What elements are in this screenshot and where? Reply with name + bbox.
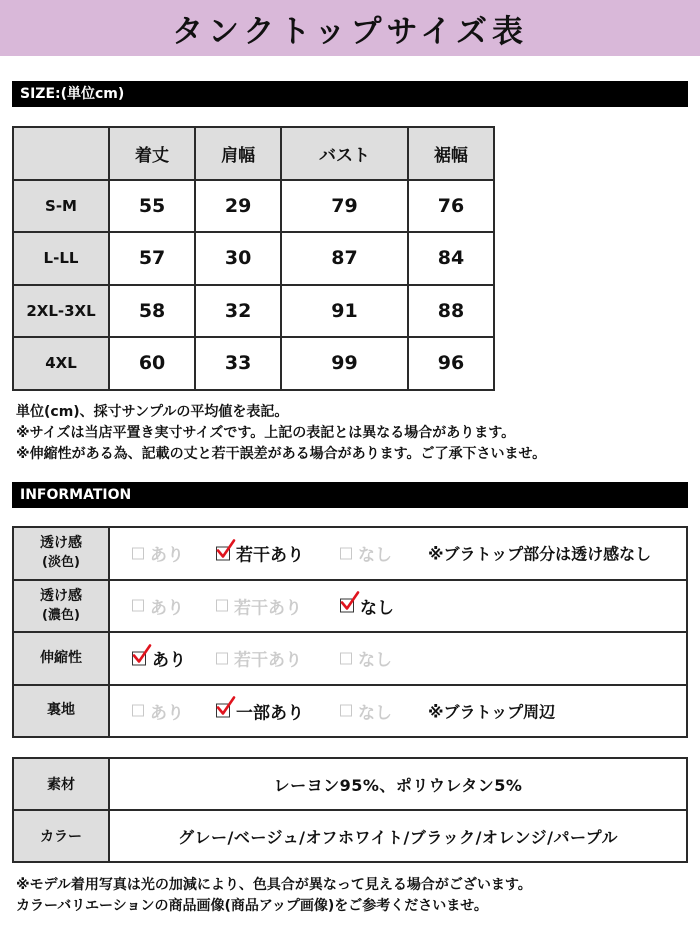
checkbox-option	[340, 646, 392, 671]
size-value: 30	[195, 232, 281, 285]
checkbox-option-label: あり	[150, 545, 184, 566]
table-row	[13, 580, 687, 633]
check-mark-icon	[216, 538, 236, 560]
size-note-line: ※サイズは当店平置き実寸サイズです。上記の表記とは異なる場合があります。	[16, 425, 516, 441]
checked-box-icon	[216, 704, 230, 718]
checkbox-option	[132, 698, 184, 723]
checkbox-option-label: 若干あり	[234, 650, 302, 671]
checkbox-option-label: あり	[150, 703, 184, 724]
check-mark-icon	[340, 591, 360, 613]
size-header-bust: バスト	[281, 127, 408, 180]
checkbox-option	[216, 541, 304, 566]
info-label-line: 透け感	[40, 535, 82, 552]
info-note	[428, 699, 555, 722]
size-table	[12, 126, 495, 391]
table-row	[13, 180, 494, 233]
unchecked-box-icon	[340, 705, 352, 717]
info-label-line: 裏地	[47, 702, 75, 719]
size-value: 76	[408, 180, 494, 233]
info-label-line: 伸縮性	[40, 649, 82, 666]
checkbox-option	[132, 541, 184, 566]
info-table	[12, 526, 688, 738]
checkbox-option	[132, 593, 184, 618]
info-options	[109, 632, 687, 685]
checkbox-option-label: なし	[358, 545, 392, 566]
size-label: 4XL	[13, 337, 109, 390]
size-value: 84	[408, 232, 494, 285]
size-value: 87	[281, 232, 408, 285]
color-label: カラー	[13, 810, 109, 862]
checkbox-option	[132, 646, 186, 671]
table-row	[13, 632, 687, 685]
color-row	[13, 810, 687, 862]
unchecked-box-icon	[340, 652, 352, 664]
unchecked-box-icon	[132, 547, 144, 559]
checkbox-option-label: 若干あり	[236, 545, 304, 566]
checkbox-option	[216, 646, 302, 671]
size-value: 58	[109, 285, 195, 338]
check-mark-icon	[132, 643, 152, 665]
checkbox-option-label: なし	[358, 703, 392, 724]
unchecked-box-icon	[216, 652, 228, 664]
footer-note-line: カラーバリエーションの商品画像(商品アップ画像)をご参考くださいませ。	[16, 898, 488, 914]
material-label: 素材	[13, 758, 109, 810]
checkbox-option-label: あり	[150, 598, 184, 619]
size-note-line: 単位(cm)、採寸サンプルの平均値を表記。	[16, 404, 289, 420]
page-title: タンクトップサイズ表	[172, 13, 528, 50]
size-value: 33	[195, 337, 281, 390]
size-label: L-LL	[13, 232, 109, 285]
size-value: 99	[281, 337, 408, 390]
unchecked-box-icon	[340, 547, 352, 559]
info-note	[428, 542, 651, 565]
size-table-corner	[13, 127, 109, 180]
size-value: 32	[195, 285, 281, 338]
size-value: 88	[408, 285, 494, 338]
size-label: S-M	[13, 180, 109, 233]
info-row-label	[13, 685, 109, 738]
unchecked-box-icon	[216, 600, 228, 612]
size-value: 96	[408, 337, 494, 390]
size-note-line: ※伸縮性がある為、記載の丈と若干誤差がある場合があります。ご了承下さいませ。	[16, 446, 547, 462]
size-value: 57	[109, 232, 195, 285]
footer-note-line: ※モデル着用写真は光の加減により、色具合が異なって見える場合がございます。	[16, 877, 532, 893]
table-row	[13, 232, 494, 285]
info-row-label	[13, 580, 109, 633]
size-value: 91	[281, 285, 408, 338]
material-row	[13, 758, 687, 810]
checkbox-option	[216, 593, 302, 618]
unchecked-box-icon	[132, 705, 144, 717]
unchecked-box-icon	[132, 600, 144, 612]
info-options	[109, 580, 687, 633]
table-row	[13, 337, 494, 390]
checkbox-option	[340, 541, 392, 566]
checkbox-option-label: なし	[360, 598, 394, 619]
size-table-header-row	[13, 127, 494, 180]
size-header-hem: 裾幅	[408, 127, 494, 180]
size-header-length: 着丈	[109, 127, 195, 180]
checkbox-option-label: あり	[152, 650, 186, 671]
size-value: 79	[281, 180, 408, 233]
size-header-shoulder: 肩幅	[195, 127, 281, 180]
size-value: 60	[109, 337, 195, 390]
checkbox-option	[340, 698, 392, 723]
info-note-text: ※ブラトップ周辺	[428, 702, 556, 722]
checkbox-option-label: なし	[358, 650, 392, 671]
material-table	[12, 757, 688, 863]
size-value: 55	[109, 180, 195, 233]
checkbox-option-label: 一部あり	[236, 703, 304, 724]
info-label-subline: (濃色)	[42, 607, 80, 623]
info-options	[109, 685, 687, 738]
table-row	[13, 527, 687, 580]
info-label-subline: (淡色)	[42, 555, 80, 571]
footer-notes	[16, 875, 532, 917]
size-section-heading: SIZE:(単位cm)	[12, 81, 688, 107]
info-section-heading: INFORMATION	[12, 482, 688, 508]
info-options	[109, 527, 687, 580]
checked-box-icon	[216, 546, 230, 560]
info-note-text: ※ブラトップ部分は透け感なし	[428, 544, 652, 564]
title-banner	[0, 0, 700, 56]
checked-box-icon	[340, 599, 354, 613]
info-label-line: 透け感	[40, 587, 82, 604]
check-mark-icon	[216, 696, 236, 718]
info-row-label	[13, 527, 109, 580]
checkbox-option	[340, 593, 394, 618]
size-notes	[16, 402, 546, 465]
checkbox-option-label: 若干あり	[234, 598, 302, 619]
color-value: グレー/ベージュ/オフホワイト/ブラック/オレンジ/パープル	[109, 810, 687, 862]
size-label: 2XL-3XL	[13, 285, 109, 338]
material-value: レーヨン95%、ポリウレタン5%	[109, 758, 687, 810]
table-row	[13, 285, 494, 338]
size-value: 29	[195, 180, 281, 233]
checked-box-icon	[132, 651, 146, 665]
table-row	[13, 685, 687, 738]
checkbox-option	[216, 698, 304, 723]
info-row-label	[13, 632, 109, 685]
